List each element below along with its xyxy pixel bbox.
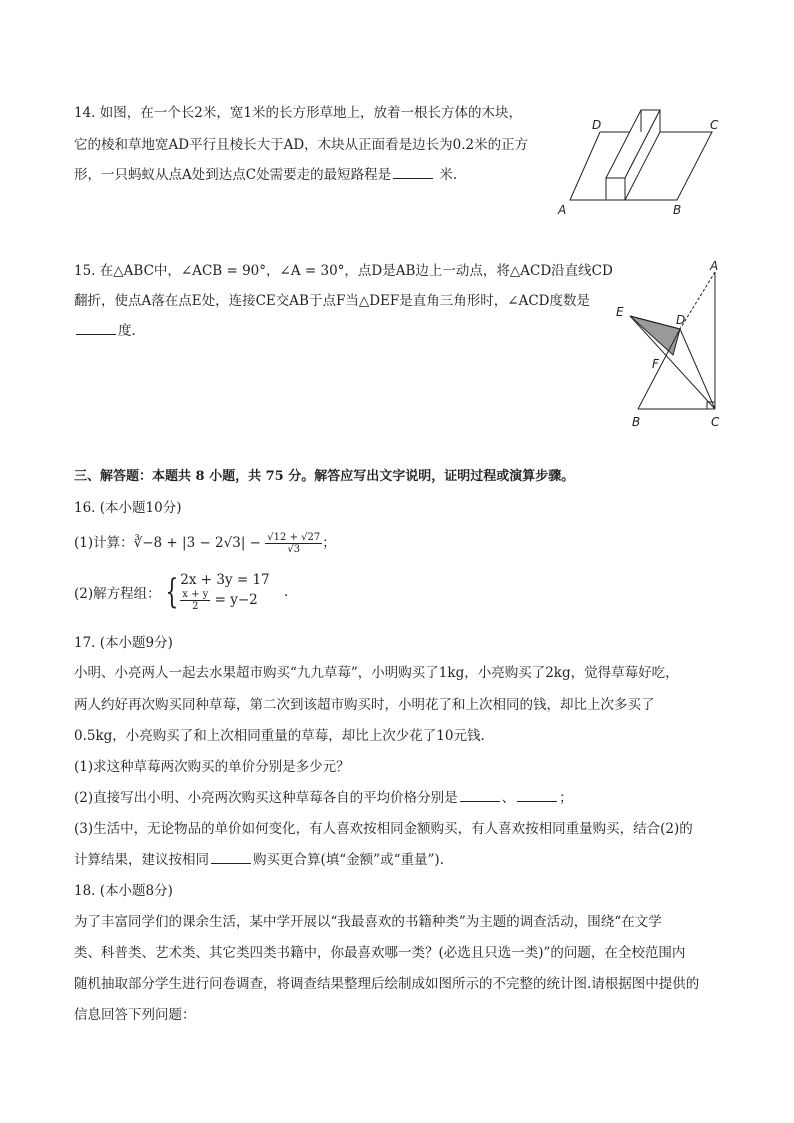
q16-p1-end: ； <box>322 535 336 551</box>
q17-sub2 <box>74 789 573 807</box>
q16-equation-system <box>180 572 269 612</box>
brace-icon: { <box>164 572 178 612</box>
q15-label-e: E <box>616 305 624 319</box>
q14-line2: 它的棱和草地宽AD平行且棱长大于AD，木块从正面看是边长为0.2米的正方 <box>74 137 529 153</box>
q16-header: 16. (本小题10分) <box>74 500 182 516</box>
q14-figure <box>552 104 732 219</box>
q16-p1-expr: ∛−8 + |3 − 2√3| − <box>133 535 261 551</box>
q18-header: 18. (本小题8分) <box>74 883 173 899</box>
q14-label-a: A <box>558 203 567 217</box>
q14-label-d: D <box>592 118 602 132</box>
q14-label-c: C <box>710 118 719 132</box>
q16-eq1: 2x + 3y = 17 <box>180 572 270 588</box>
q15-label-b: B <box>632 415 641 429</box>
q15-line3 <box>74 322 136 340</box>
q17-sub3a: (3)生活中，无论物品的单价如何变化，有人喜欢按相同金额购买，有人喜欢按相同重量购买，结合(2)的 <box>74 821 693 837</box>
q16-eq2 <box>180 589 269 612</box>
q15-label-a: A <box>710 259 719 273</box>
q17-sub3b <box>74 851 444 869</box>
section-heading: 三、解答题：本题共 8 小题，共 75 分。解答应写出文字说明，证明过程或演算步骤。 <box>74 469 575 484</box>
q14-line3-end: 米. <box>439 167 458 183</box>
q17-sub2-end: ； <box>559 790 573 806</box>
answer-blank <box>393 166 433 179</box>
q17-sub3b-text: 计算结果，建议按相同 <box>74 852 209 868</box>
q18-line3: 随机抽取部分学生进行问卷调查，将调查结果整理后绘制成如图所示的不完整的统计图.请根据图中提供的 <box>74 976 700 992</box>
q16-p2-prefix: (2)解方程组： <box>74 586 161 602</box>
q15-figure <box>610 258 730 433</box>
q17-sub3b-end: 购买更合算(填“金额”或“重量”). <box>253 852 444 868</box>
q15-label-d: D <box>676 313 686 327</box>
q15-label-c: C <box>711 415 720 429</box>
q16-eq2-denominator: 2 <box>192 601 199 612</box>
q15-line2: 翻折，使点A落在点E处，连接CE交AB于点F当△DEF是直角三角形时，∠ACD度数是 <box>74 293 590 309</box>
q14-line1: 14. 如图，在一个长2米，宽1米的长方形草地上，放着一根长方体的木块， <box>74 105 522 121</box>
q16-part1 <box>74 532 336 555</box>
q16-p1-numerator: √12 + √27 <box>267 532 321 543</box>
q17-line1: 小明、小亮两人一起去水果超市购买“九九草莓”，小明购买了1kg，小亮购买了2kg，觉得草莓好吃， <box>74 665 679 681</box>
q16-p1-prefix: (1)计算： <box>74 535 134 551</box>
q17-line3: 0.5kg，小亮购买了和上次相同重量的草莓，却比上次少花了10元钱. <box>74 728 485 744</box>
q15-shaded-triangle <box>630 316 680 355</box>
q16-p1-fraction <box>265 532 322 555</box>
q17-line2: 两人约好再次购买同种草莓，第二次到该超市购买时，小明花了和上次相同的钱，却比上次多买了 <box>74 697 655 713</box>
q17-header: 17. (本小题9分) <box>74 635 173 651</box>
q17-sub2-text: (2)直接写出小明、小亮两次购买这种草莓各自的平均价格分别是 <box>74 790 458 806</box>
answer-blank <box>211 851 251 864</box>
q16-p1-denominator: √3 <box>287 544 301 555</box>
q14-line3 <box>74 166 457 184</box>
q17-sub1: (1)求这种草莓两次购买的单价分别是多少元？ <box>74 759 350 775</box>
answer-blank <box>76 322 116 335</box>
q16-eq2-rest: = y−2 <box>214 592 258 608</box>
q18-line1: 为了丰富同学们的课余生活，某中学开展以“我最喜欢的书籍种类”为主题的调查活动，围绕“在文学 <box>74 914 662 930</box>
q18-line4: 信息回答下列问题： <box>74 1007 196 1023</box>
answer-blank <box>517 789 557 802</box>
q16-eq2-numerator: x + y <box>182 589 209 600</box>
q15-label-f: F <box>652 357 659 371</box>
q14-label-b: B <box>673 203 682 217</box>
q17-sub2-sep: 、 <box>501 790 516 806</box>
q18-line2: 类、科普类、艺术类、其它类四类书籍中，你最喜欢哪一类？(必选且只选一类)”的问题，在全校范围内 <box>74 945 686 961</box>
answer-blank <box>460 789 500 802</box>
q15-line1: 15. 在△ABC中，∠ACB = 90°，∠A = 30°，点D是AB边上一动点，将△ACD沿直线CD <box>74 263 613 279</box>
q14-block-front <box>606 178 625 200</box>
q15-line3-text: 度. <box>118 323 136 339</box>
q16-part2 <box>74 572 288 612</box>
q14-line3-text: 形，一只蚂蚁从点A处到达点C处需要走的最短路程是 <box>74 167 392 183</box>
q16-p2-end: . <box>283 584 289 600</box>
